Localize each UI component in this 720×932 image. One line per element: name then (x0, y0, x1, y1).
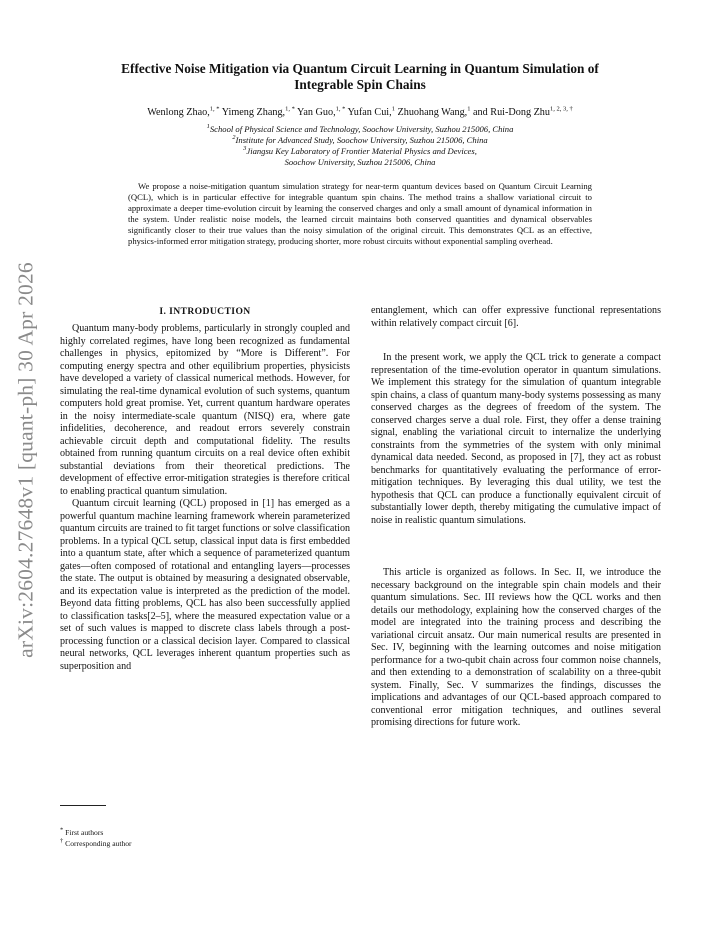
paragraph: entanglement, which can offer expressive functional representations within relatively compact circuit [6]. (371, 305, 661, 329)
right-column (371, 305, 661, 730)
author: and Rui-Dong Zhu$^{1, 2, 3, \dagger}$ (473, 105, 573, 118)
paragraph: This article is organized as follows. In Sec. II, we introduce the necessary background on the integrable spin chain models and their quantum simulations. Sec. III reviews how the QCL works and then details our methodology, explaining how the conserved charges of the model are integrated into the training process and describing the variational circuit ansatz. Our main numerical results are presented in Sec. IV, beginning with the learning outcomes and noise mitigation performance for a two-qubit chain across four common noise channels, and then extending to a demonstration of scalability on a three-qubit system. Finally, Sec. V summarizes the findings, discusses the implications and advantages of our QCL-based approach compared to conventional error mitigation techniques, and outlines several promising directions for future work. (371, 567, 661, 728)
affiliation-3-cont: Soochow University, Suzhou 215006, China (284, 157, 436, 167)
footnote: * First authors (60, 826, 104, 837)
arxiv-id-text: arXiv:2604.27648v1 [quant-ph] 30 Apr 2026 (13, 262, 38, 658)
affiliation-1: $^1$School of Physical Science and Technology, Soochow University, Suzhou 215006, China (206, 123, 514, 134)
author: Yufan Cui,$^1$ (347, 105, 395, 118)
title-line-1: Effective Noise Mitigation via Quantum Circuit Learning in Quantum Simulation of (121, 61, 599, 76)
author: Yimeng Zhang,$^{1, *}$ (221, 105, 295, 118)
paragraph: Quantum circuit learning (QCL) proposed in [1] has emerged as a powerful quantum machine learning framework wherein parameterized quantum circuits are trained to fit target functions or solve classification problems. In a typical QCL setup, classical input data is first embedded into a quantum state, after which a sequence of parameterized quantum gates—often composed of rotational and entangling layers—processes the state. The output is obtained by measuring a designated observable, and its expectation value is interpreted as the prediction of the model. Beyond data fitting problems, QCL has also been successfully applied to classification tasks[2–5], where the measured expectation value or a set of such values is mapped to discrete class labels through a post-processing function or a classical decision layer. Compared to classical neural networks, QCL leverages inherent quantum properties such as superposition and (60, 498, 350, 672)
author-list (60, 107, 660, 118)
arxiv-identifier (4, 245, 48, 675)
abstract: We propose a noise-mitigation quantum simulation strategy for near-term quantum devices based on Quantum Circuit Learning (QCL), which is in particular effective for integrable quantum spin chains. The method trains a shallow variational circuit to approximate a deeper time-evolution circuit by learning the conserved charges and only a small amount of dynamical information in the system. Under realistic noise models, the learned circuit maintains both conserved quantities and dynamical observables significantly closer to their true values than the noisy simulation of the original circuit. This demonstrates QCL as an effective, physics-informed error mitigation strategy, producing shorter, more robust circuits without exponential sampling overhead. (128, 181, 592, 246)
paper-title (60, 61, 660, 92)
affiliation-2: $^2$Institute for Advanced Study, Soochow University, Suzhou 215006, China (232, 134, 488, 145)
paragraph: Quantum many-body problems, particularly in strongly coupled and highly correlated regimes, have long been recognized as fundamental challenges in physics, epitomized by “More is Different”. For computing energy spectra and other equilibrium properties, physicists have developed a variety of classical numerical methods. However, for simulating the real-time dynamical evolution of such systems, quantum computers hold great promise. Yet, current quantum hardware operates in the noisy intermediate-scale quantum (NISQ) era, where gate infidelities, decoherence, and readout errors severely constrain achievable circuit depth and computational fidelity. The results obtained from running quantum circuits on a real device often exhibit substantial deviations from their theoretical predictions. The development of effective error-mitigation strategies is therefore critical to enabling practical quantum simulation. (60, 323, 350, 497)
author: Yan Guo,$^{1, *}$ (297, 105, 346, 118)
author: Zhuohang Wang,$^1$ (397, 105, 471, 118)
author: Wenlong Zhao,$^{1, *}$ (147, 105, 220, 118)
footnote: † Corresponding author (60, 837, 132, 848)
title-line-2: Integrable Spin Chains (294, 76, 426, 92)
section-heading-introduction: I. INTRODUCTION (159, 306, 251, 317)
footnote-rule (60, 805, 106, 806)
paragraph: In the present work, we apply the QCL trick to generate a compact representation of the time-evolution operator in quantum simulations. We implement this strategy for the simulation of quantum integrable spin chains, a class of quantum many-body systems possessing as many conserved charges as the degrees of freedom of the system. The conserved charges serve a dual role. First, they offer a dense training signal, enabling the variational circuit to internalize the underlying constraints from the symmetries of the system with only minimal dynamical data needed. Second, as proposed in [7], they act as robust benchmarks for quantitatively evaluating the performance of error-mitigation techniques. By leveraging this dual utility, we test the hypothesis that QCL can produce a functionally equivalent circuit of substantially lower depth, thereby mitigating the cumulative impact of noise in realistic quantum simulations. (371, 352, 661, 526)
left-column (60, 323, 350, 673)
footnotes (60, 827, 350, 849)
affiliation-3: $^3$Jiangsu Key Laboratory of Frontier Material Physics and Devices, (243, 145, 477, 156)
